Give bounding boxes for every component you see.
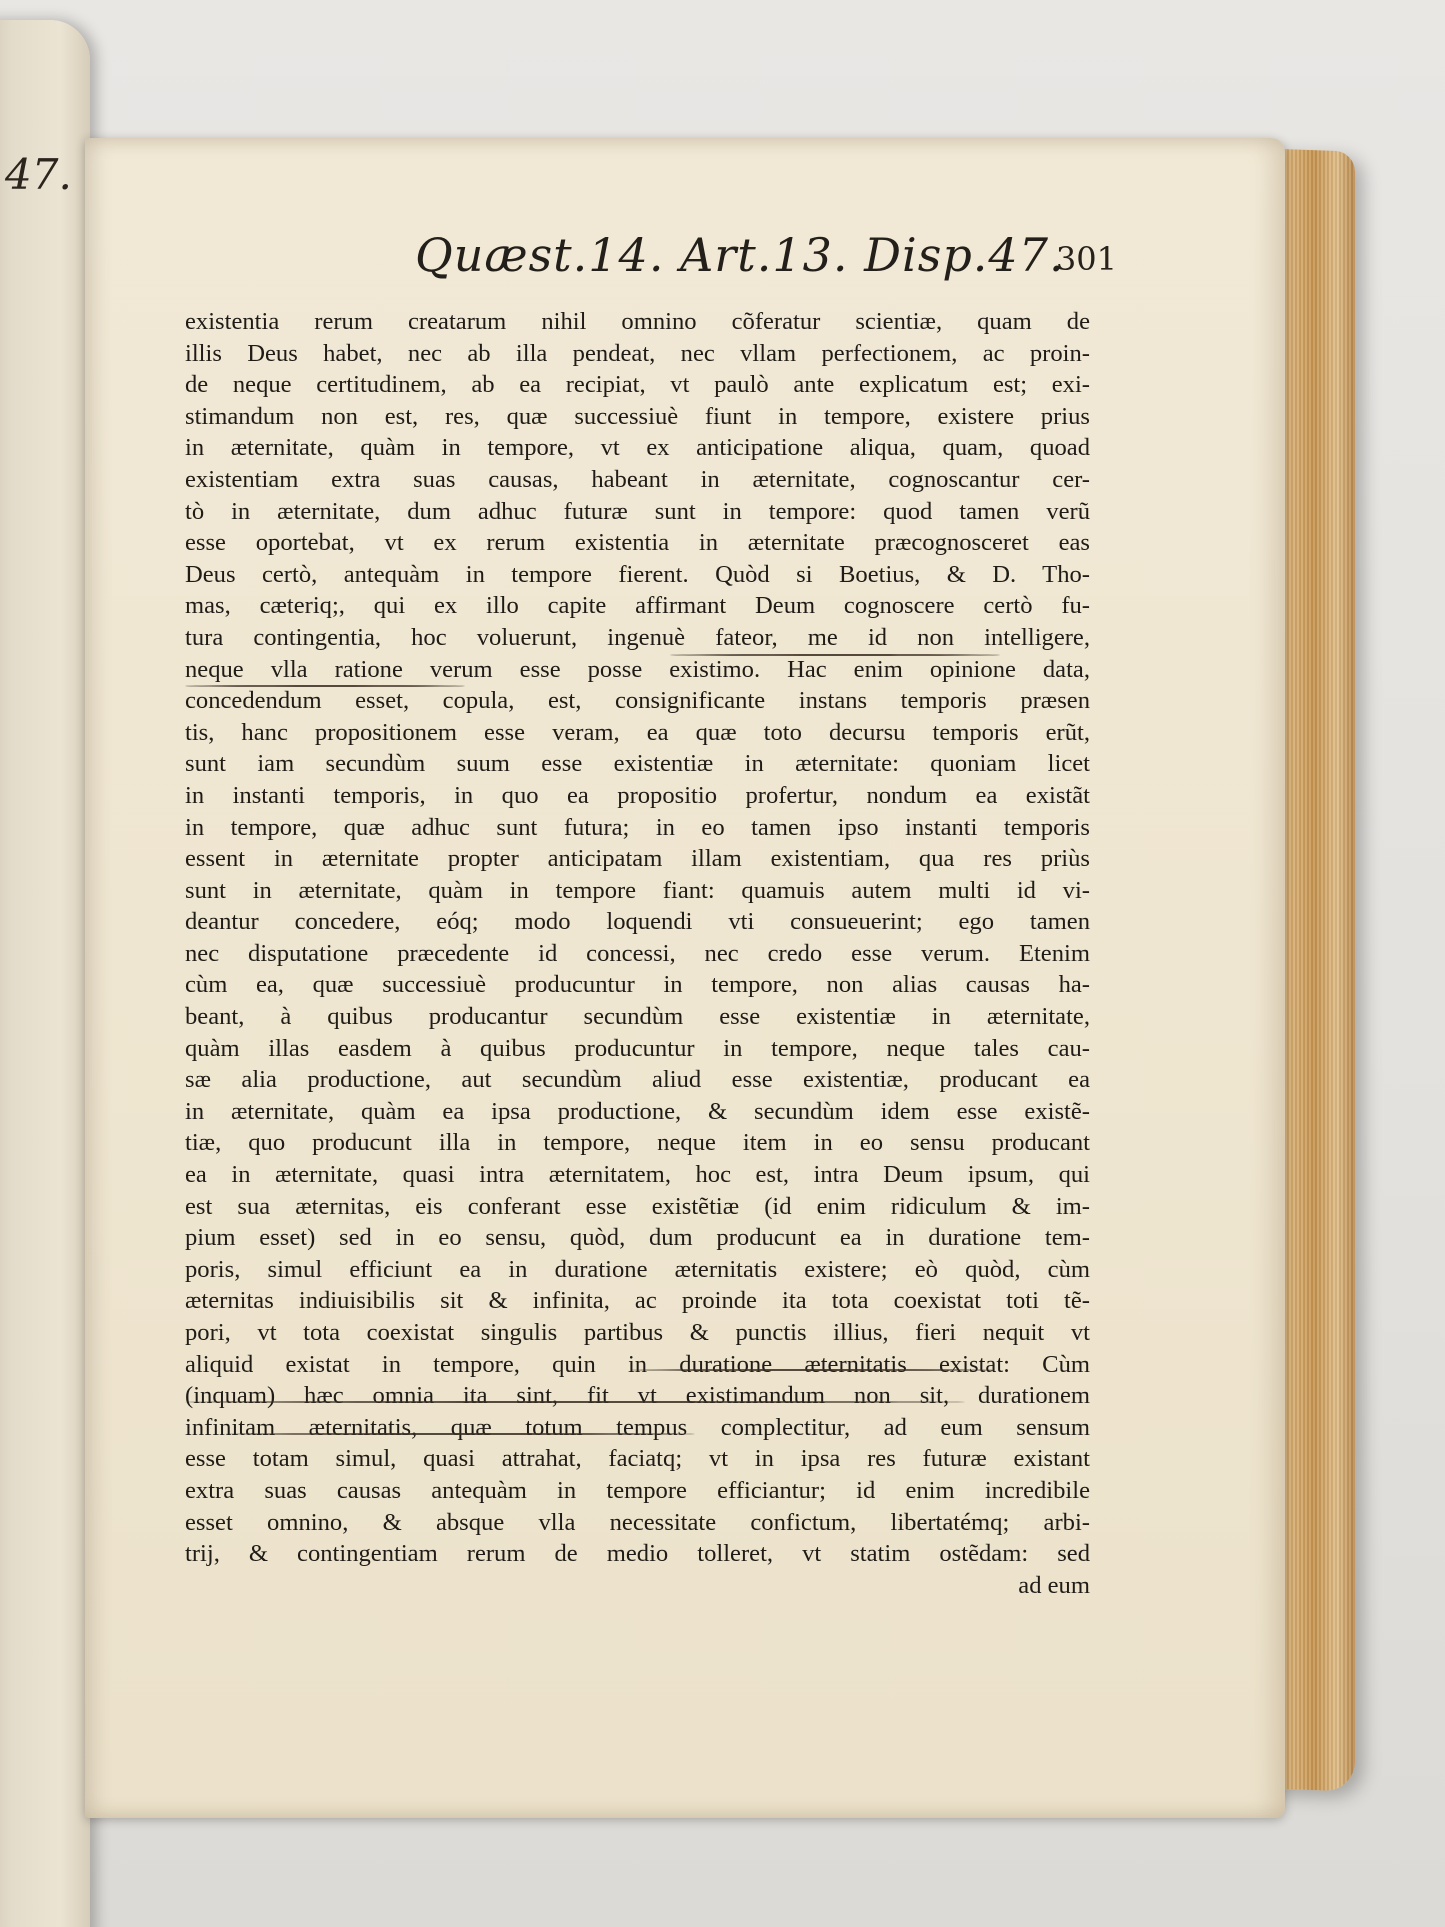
text-line: concedendum esset, copula, est, consignificante instans temporis præsen: [185, 687, 1090, 715]
text-line: pori, vt tota coexistat singulis partibus & punctis illius, fieri nequit vt: [185, 1319, 1090, 1346]
text-line: æternitas indiuisibilis sit & infinita, ac proinde ita tota coexistat toti tẽ-: [185, 1287, 1090, 1315]
body-text: [185, 306, 1090, 1601]
text-line: illis Deus habet, nec ab illa pendeat, nec vllam perfectionem, ac proin-: [185, 339, 1090, 367]
text-line: cùm ea, quæ successiuè producuntur in tempore, non alias causas ha-: [185, 971, 1090, 999]
text-line: tis, hanc propositionem esse veram, ea quæ toto decursu temporis erũt,: [185, 718, 1090, 746]
text-line: beant, à quibus producantur secundùm esse existentiæ in æternitate,: [185, 1003, 1090, 1031]
previous-page-number: 47.: [5, 150, 72, 199]
text-line: de neque certitudinem, ab ea recipiat, vt paulò ante explicatum est; exi-: [185, 371, 1090, 399]
text-line: sunt iam secundùm suum esse existentiæ in æternitate: quoniam licet: [185, 750, 1090, 778]
text-line: mas, cæteriq;, qui ex illo capite affirmant Deum cognoscere certò fu-: [185, 592, 1090, 620]
text-line: deantur concedere, eóq; modo loquendi vti consueuerint; ego tamen: [185, 908, 1090, 936]
text-line: Deus certò, antequàm in tempore fierent. Quòd si Boetius, & D. Tho-: [185, 560, 1090, 588]
text-line: (inquam) hæc omnia ita sint, fit vt existimandum non sit, durationem: [185, 1382, 1090, 1410]
text-line: nec disputatione præcedente id concessi, nec credo esse verum. Etenim: [185, 939, 1090, 967]
text-line: tò in æternitate, dum adhuc futuræ sunt in tempore: quod tamen verũ: [185, 497, 1090, 525]
ink-underline: [630, 1369, 995, 1371]
previous-page-edge: [0, 20, 90, 1927]
text-line: stimandum non est, res, quæ successiuè fiunt in tempore, existere prius: [185, 402, 1090, 430]
text-line: quàm illas easdem à quibus producuntur in tempore, neque tales cau-: [185, 1034, 1090, 1062]
text-line: tura contingentia, hoc voluerunt, ingenuè fateor, me id non intelligere,: [185, 623, 1090, 651]
text-line: pium esset) sed in eo sensu, quòd, dum producunt ea in duratione tem-: [185, 1224, 1090, 1252]
text-line: esse oportebat, vt ex rerum existentia in æternitate præcognosceret eas: [185, 529, 1090, 557]
catchword: ad eum: [1018, 1571, 1090, 1599]
text-line: esset omnino, & absque vlla necessitate confictum, libertatémq; arbi-: [185, 1508, 1090, 1536]
text-line: in æternitate, quàm in tempore, vt ex anticipatione aliqua, quam, quoad: [185, 434, 1090, 462]
text-line: est sua æternitas, eis conferant esse existẽtiæ (id enim ridiculum & im-: [185, 1192, 1090, 1220]
text-line: ea in æternitate, quasi intra æternitatem, hoc est, intra Deum ipsum, qui: [185, 1161, 1090, 1189]
text-line: infinitam æternitatis, quæ totum tempus complectitur, ad eum sensum: [185, 1413, 1090, 1441]
text-line: existentia rerum creatarum nihil omnino cõferatur scientiæ, quam de: [185, 308, 1090, 335]
text-line: sæ alia productione, aut secundùm aliud esse existentiæ, producant ea: [185, 1066, 1090, 1094]
text-line: sunt in æternitate, quàm in tempore fiant: quamuis autem multi id vi-: [185, 876, 1090, 904]
text-line: essent in æternitate propter anticipatam illam existentiam, qua res priùs: [185, 845, 1090, 873]
text-line: trij, & contingentiam rerum de medio tolleret, vt statim ostẽdam: sed: [185, 1540, 1090, 1568]
page-number: 301: [1055, 240, 1117, 278]
text-line: existentiam extra suas causas, habeant in æternitate, cognoscantur cer-: [185, 465, 1090, 493]
text-line: poris, simul efficiunt ea in duratione æternitatis existere; eò quòd, cùm: [185, 1255, 1090, 1283]
ink-underline: [185, 1401, 965, 1403]
page-header: [325, 228, 1145, 298]
ink-underline: [185, 685, 465, 687]
text-line: tiæ, quo producunt illa in tempore, neque item in eo sensu producant: [185, 1129, 1090, 1157]
book-page: [85, 138, 1285, 1818]
running-head: Quæst.14. Art.13. Disp.47.: [415, 228, 1065, 282]
text-line: in æternitate, quàm ea ipsa productione, & secundùm idem esse existẽ-: [185, 1097, 1090, 1125]
ink-underline: [225, 1433, 695, 1435]
ink-underline: [670, 654, 1000, 656]
text-line: in tempore, quæ adhuc sunt futura; in eo tamen ipso instanti temporis: [185, 813, 1090, 841]
text-line: extra suas causas antequàm in tempore efficiantur; id enim incredibile: [185, 1476, 1090, 1504]
text-line: aliquid existat in tempore, quin in duratione æternitatis existat: Cùm: [185, 1350, 1090, 1378]
text-line: in instanti temporis, in quo ea propositio profertur, nondum ea existãt: [185, 781, 1090, 809]
text-line: neque vlla ratione verum esse posse existimo. Hac enim opinione data,: [185, 655, 1090, 683]
text-line: esse totam simul, quasi attrahat, faciatq; vt in ipsa res futuræ existant: [185, 1445, 1090, 1473]
